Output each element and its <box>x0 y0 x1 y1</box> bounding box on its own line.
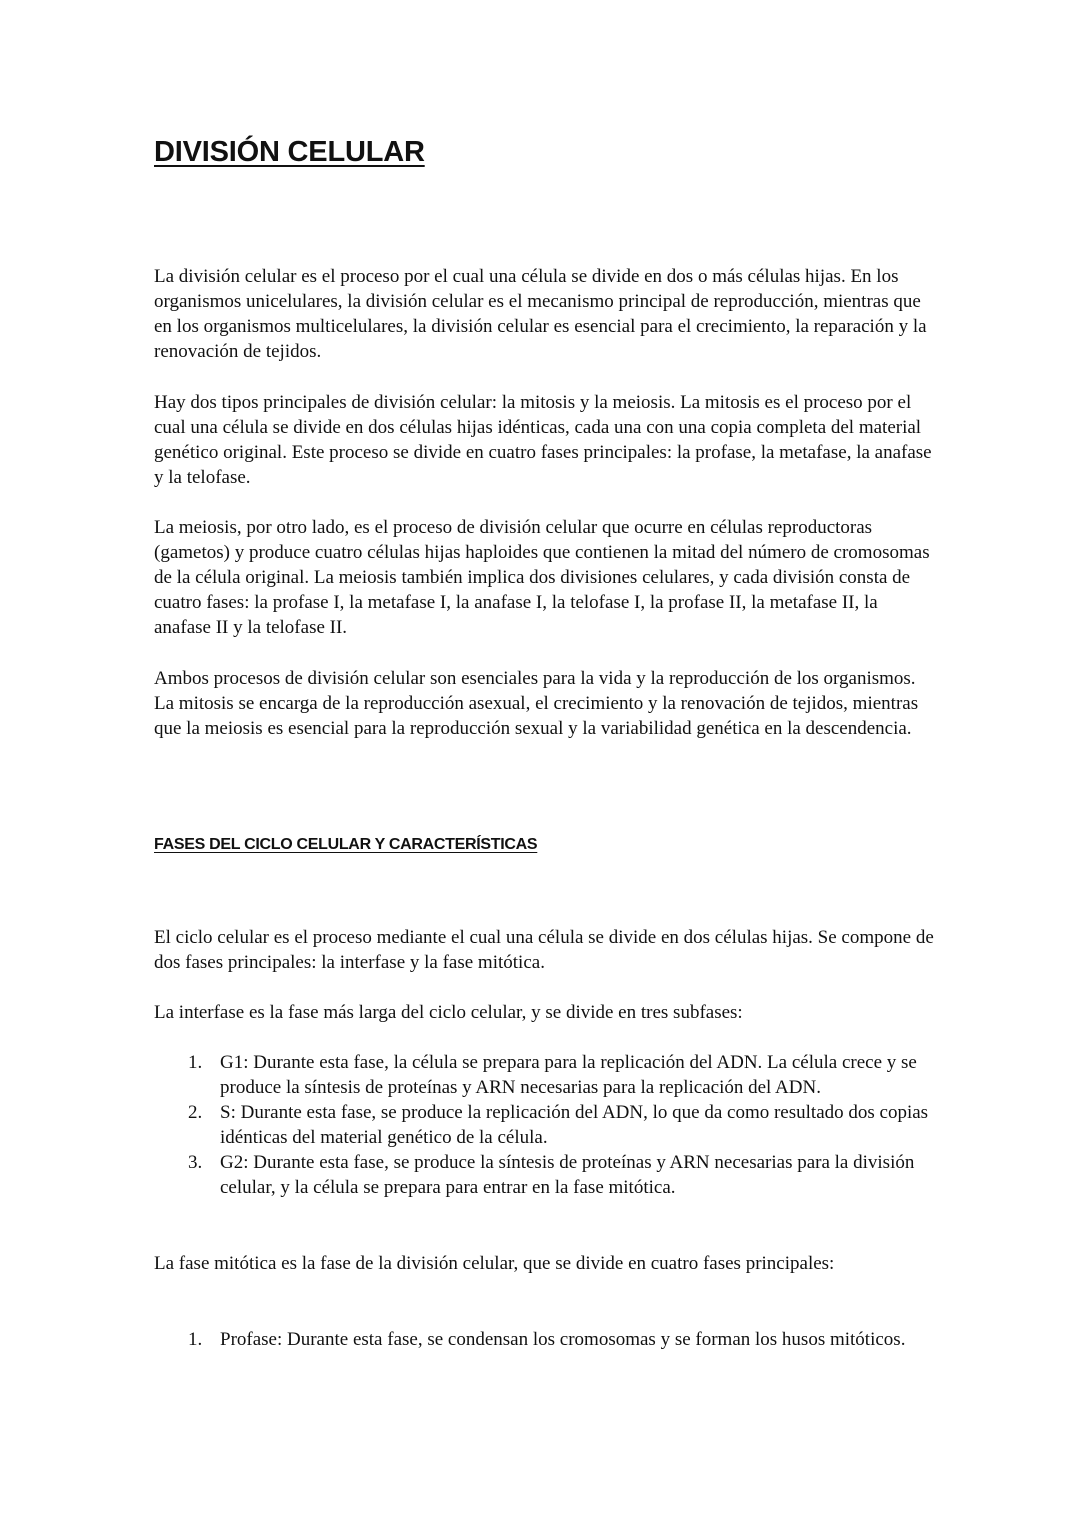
paragraph-text: El ciclo celular es el proceso mediante el cual una célula se divide en dos células hijas. Se compone de dos fases principales: la interfase y la fase mitótica. <box>154 927 934 973</box>
list-item <box>154 1100 934 1150</box>
list-item-number: 2. <box>188 1102 203 1123</box>
intro-paragraph-1 <box>154 264 934 364</box>
mitotic-list-block <box>154 1327 934 1352</box>
intro-paragraph-2 <box>154 390 934 490</box>
paragraph-text: Ambos procesos de división celular son esenciales para la vida y la reproducción de los organismos. La mitosis se encarga de la reproducción asexual, el crecimiento y la renovación de tejidos, mientras que la meiosis es esencial para la reproducción sexual y la variabilidad genética en la descendencia. <box>154 668 919 739</box>
list-item-text: G1: Durante esta fase, la célula se prepara para la replicación del ADN. La célula crece y se produce la síntesis de proteínas y ARN necesarias para la replicación del ADN. <box>220 1052 917 1098</box>
paragraph-text: La división celular es el proceso por el cual una célula se divide en dos o más células hijas. En los organismos unicelulares, la división celular es el mecanismo principal de reproducción, mientras que en los organismos multicelulares, la división celular es esencial para el crecimiento, la reparación y la renovación de tejidos. <box>154 266 927 362</box>
list-item-text: G2: Durante esta fase, se produce la síntesis de proteínas y ARN necesarias para la división celular, y la célula se prepara para entrar en la fase mitótica. <box>220 1152 915 1198</box>
paragraph-text: La fase mitótica es la fase de la división celular, que se divide en cuatro fases principales: <box>154 1253 835 1274</box>
document-title: DIVISIÓN CELULAR <box>154 136 425 168</box>
paragraph-text: La meiosis, por otro lado, es el proceso de división celular que ocurre en células reproductoras (gametos) y produce cuatro células hijas haploides que contienen la mitad del número de cromosomas de la célula original. La meiosis también implica dos divisiones celulares, y cada división consta de cuatro fases: la profase I, la metafase I, la anafase I, la telofase I, la profase II, la metafase II, la anafase II y la telofase II. <box>154 517 930 638</box>
mitotic-intro-paragraph <box>154 1251 934 1276</box>
list-item <box>154 1050 934 1100</box>
list-item-number: 3. <box>188 1152 203 1173</box>
interphase-list <box>154 1050 934 1200</box>
section-heading <box>154 834 934 856</box>
list-item <box>154 1150 934 1200</box>
list-item <box>154 1327 934 1352</box>
cycle-intro-paragraph <box>154 925 934 975</box>
interphase-list-block <box>154 1050 934 1200</box>
mitotic-list <box>154 1327 934 1352</box>
intro-paragraph-4 <box>154 666 934 741</box>
list-item-text: S: Durante esta fase, se produce la replicación del ADN, lo que da como resultado dos copias idénticas del material genético de la célula. <box>220 1102 929 1148</box>
interphase-intro-paragraph <box>154 1000 934 1025</box>
section-title: FASES DEL CICLO CELULAR Y CARACTERÍSTICAS <box>154 836 538 853</box>
list-item-text: Profase: Durante esta fase, se condensan los cromosomas y se forman los husos mitóticos. <box>220 1329 906 1350</box>
list-item-number: 1. <box>188 1052 203 1073</box>
paragraph-text: La interfase es la fase más larga del ciclo celular, y se divide en tres subfases: <box>154 1002 743 1023</box>
paragraph-text: Hay dos tipos principales de división celular: la mitosis y la meiosis. La mitosis es el proceso por el cual una célula se divide en dos células hijas idénticas, cada una con una copia completa del material genético original. Este proceso se divide en cuatro fases principales: la profase, la metafase, la anafase y la telofase. <box>154 392 932 488</box>
list-item-number: 1. <box>188 1329 203 1350</box>
intro-paragraph-3 <box>154 515 934 640</box>
